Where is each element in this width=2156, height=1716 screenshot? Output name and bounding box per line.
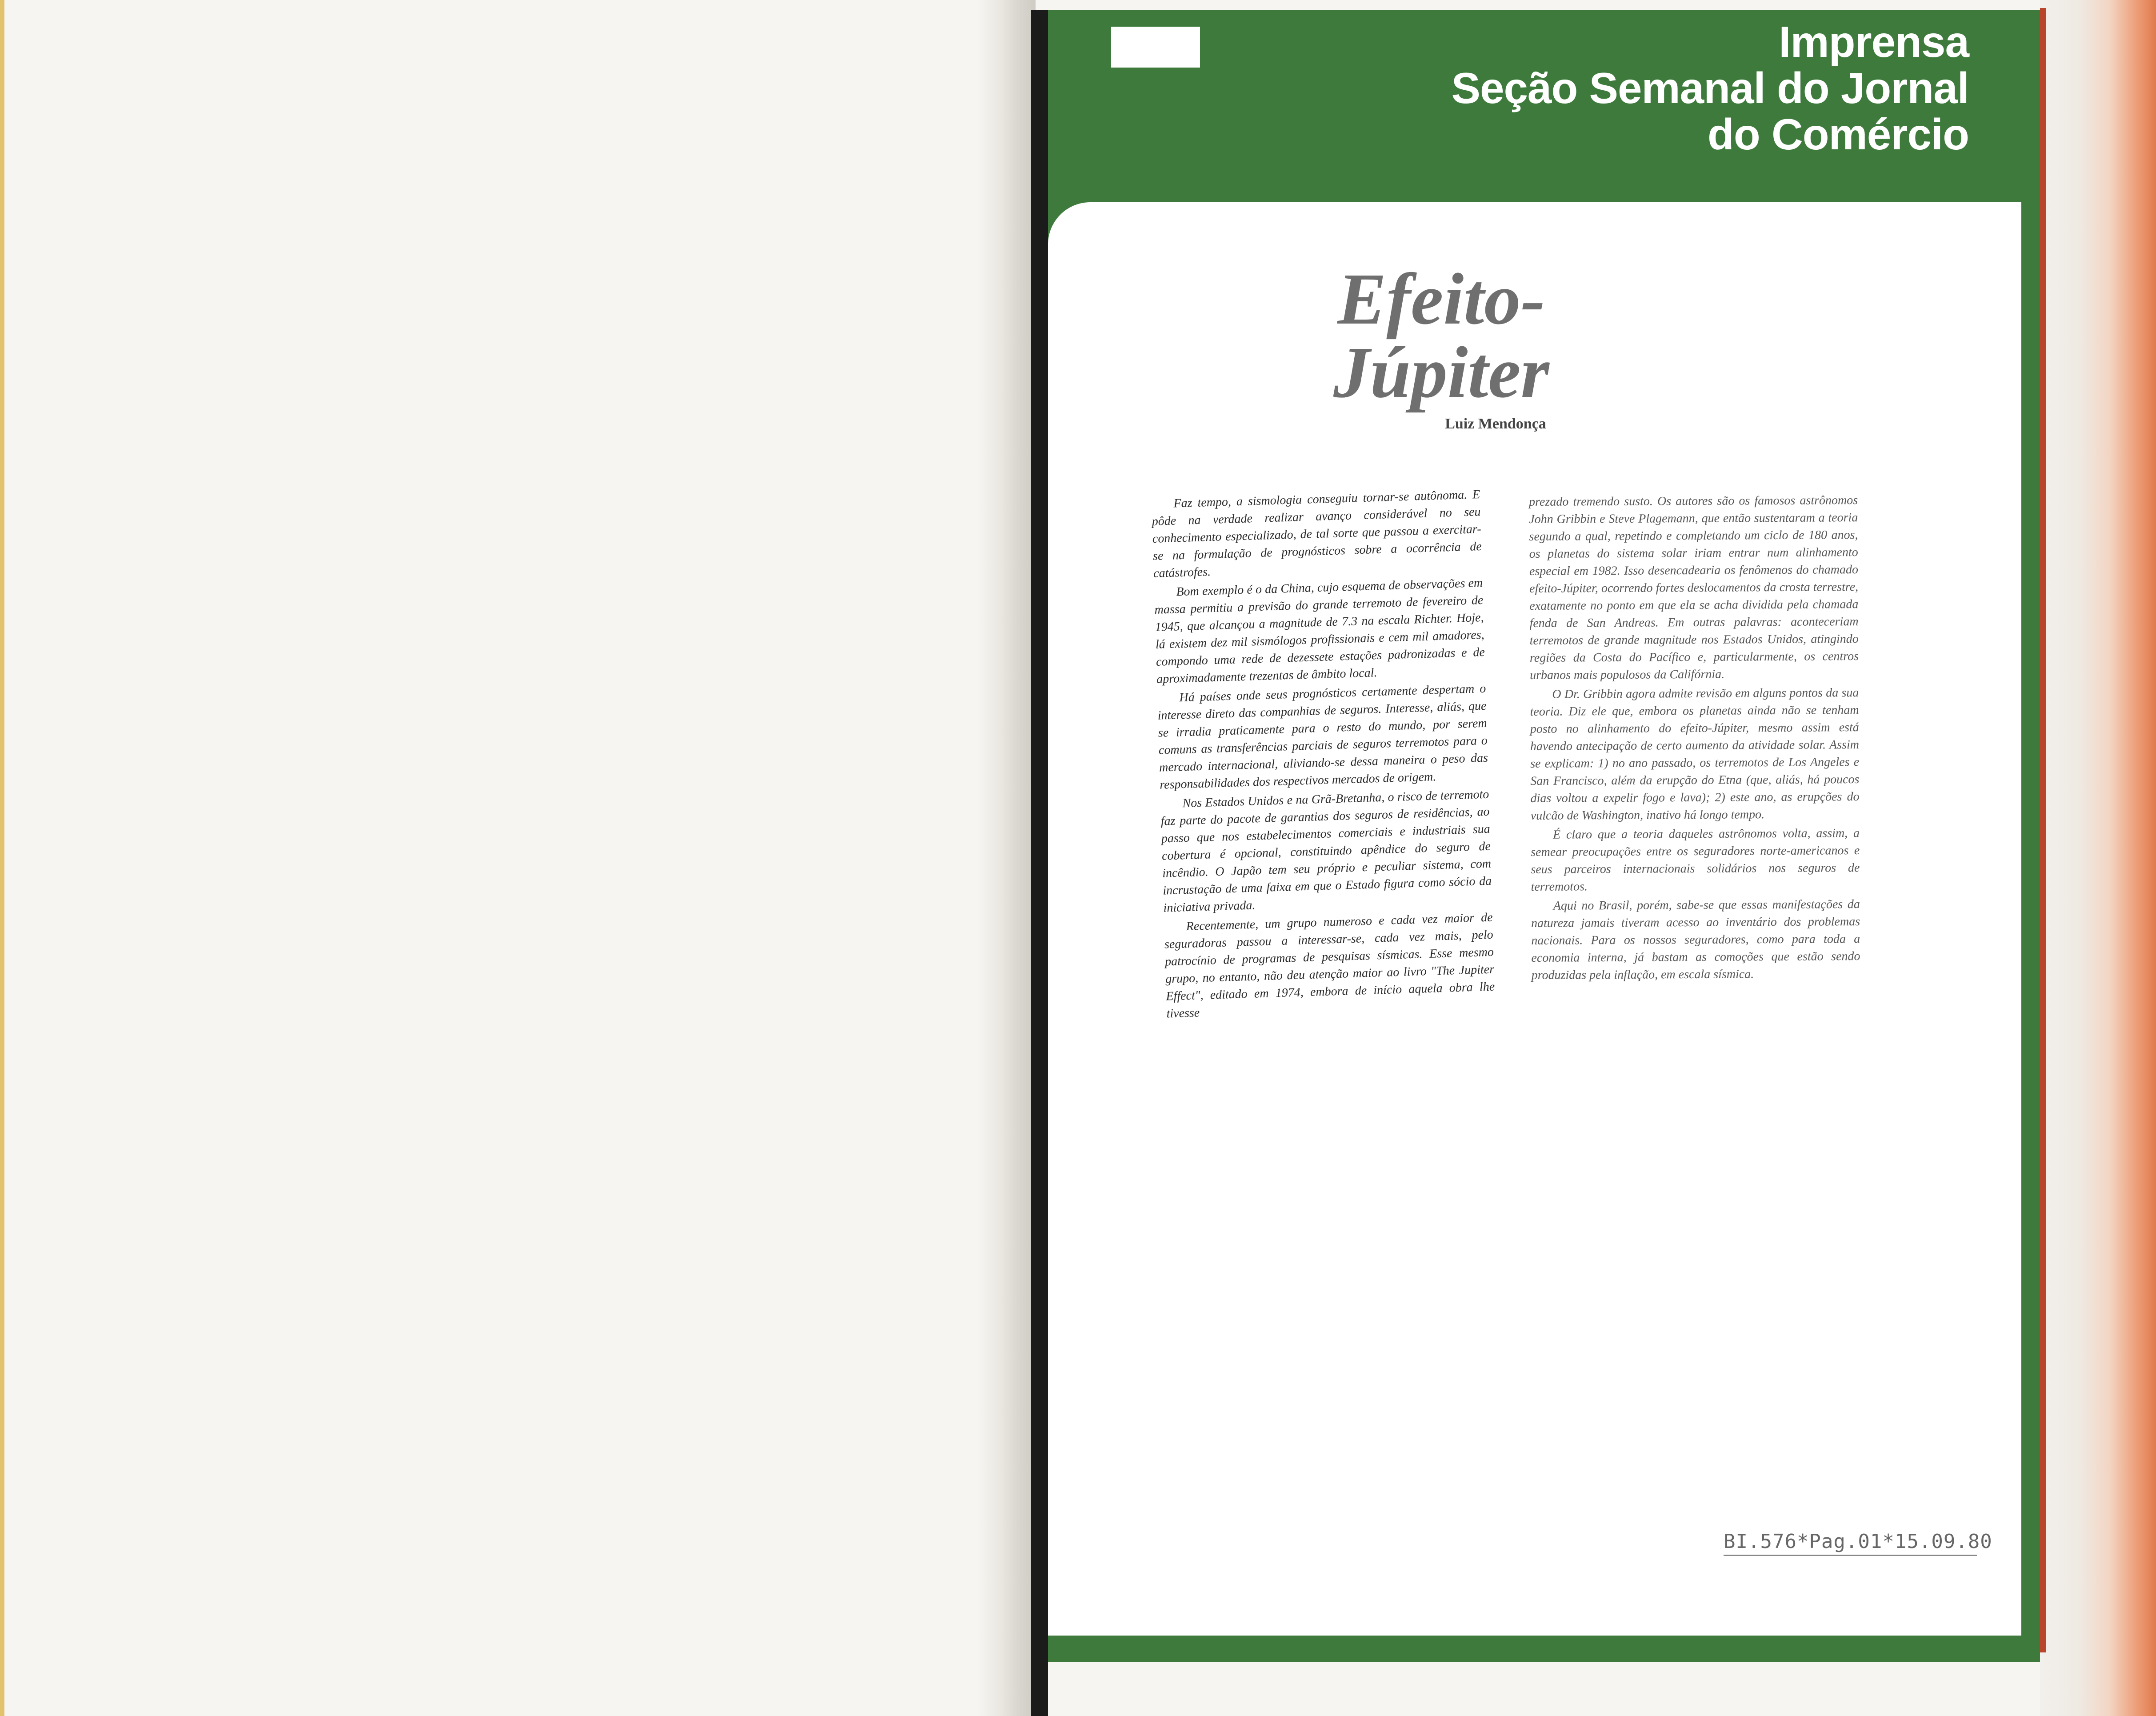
paragraph: Há países onde seus prognósticos certamente despertam o interesse direto das companhias de seguros. Interesse, aliás, que se irradia praticamente para o resto do mundo, por serem comuns as transferências parciais de seguros terremotos para o mercado internacional, aliviando-se dessa maneira o peso das responsabilidades dos respectivos mercados de origem. <box>1157 681 1488 792</box>
paragraph: Faz tempo, a sismologia conseguiu tornar-se autônoma. E pôde na verdade realizar avanço considerável no seu conhecimento especializado, de tal sorte que passou a exercitar-se na formulação de prognósticos sobre a ocorrência de catástrofes. <box>1152 488 1482 580</box>
paragraph: Aqui no Brasil, porém, sabe-se que essas manifestações da natureza jamais tiveram acesso ao inventário dos problemas nacionais. Para os nossos seguradores, como para toda a economia interna, já bastam as comoções que estão sendo produzidas pela inflação, em escala sísmica. <box>1531 897 1860 982</box>
paragraph: É claro que a teoria daqueles astrônomos volta, assim, a semear preocupações entre os seguradores norte-americanos e seus parceiros internacionais solidários nos seguros de terremotos. <box>1531 826 1860 894</box>
left-page-edge <box>0 0 4 1716</box>
page-reference-code: BI.576*Pag.01*15.09.80 <box>1724 1530 1977 1556</box>
article-author: Luiz Mendonça <box>1445 416 1546 432</box>
orange-cover-edge <box>2040 0 2156 1716</box>
header-line-3: do Comércio <box>1708 110 1969 159</box>
title-line-2: Júpiter <box>1333 332 1549 413</box>
page-dark-edge <box>1031 10 1048 1716</box>
paragraph: Nos Estados Unidos e na Grã-Bretanha, o risco de terremoto faz parte do pacote de garantias dos seguros de residências, ao passo que nos estabelecimentos comerciais e industriais sua cobertura é opcional, constituindo apêndice do seguro de incêndio. O Japão tem seu próprio e peculiar sistema, com incrustação de uma faixa em que o Estado figura como sócio da iniciativa privada. <box>1160 787 1492 915</box>
header-line-2: Seção Semanal do Jornal <box>1451 64 1969 112</box>
paragraph: Recentemente, um grupo numeroso e cada vez maior de seguradoras passou a interessar-se, cada vez mais, pelo patrocínio de programas de pesquisas sísmicas. Esse mesmo grupo, no entanto, não deu atenção maior ao livro "The Jupiter Effect", editado em 1974, embora de início aquela obra lhe tivesse <box>1164 910 1495 1021</box>
paragraph: prezado tremendo susto. Os autores são os famosos astrônomos John Gribbin e Steve Plagemann, que então sustentaram a teoria segundo a qual, repetindo e completando um ciclo de 180 anos, os planetas do sistema solar iriam entrar num alinhamento especial em 1982. Isso desencadearia os fenômenos do chamado efeito-Júpiter, ocorrendo fortes deslocamentos da crosta terrestre, exatamente no ponto em que ela se acha dividida pela chamada fenda de San Andreas. Em outras palavras: aconteceriam terremotos de grande magnitude nos Estados Unidos, atingindo regiões da Costa do Pacífico e, particularmente, os centros urbanos mais populosos da Califórnia. <box>1529 493 1859 682</box>
book-spine-shadow <box>978 0 1036 1716</box>
section-header <box>1452 19 1969 157</box>
title-line-1: Efeito- <box>1337 258 1545 340</box>
paragraph: O Dr. Gribbin agora admite revisão em alguns pontos da sua teoria. Diz ele que, embora os planetas ainda não se tenham posto no alinhamento do efeito-Júpiter, mesmo assim está havendo antecipação de certo aumento da atividade solar. Assim se explicam: 1) no ano passado, os terremotos de Los Angeles e San Francisco, além da erupção do Etna (que, aliás, há poucos dias voltou a expelir fogo e lava); 2) este ano, as erupções do vulcão de Washington, inativo há longo tempo. <box>1530 686 1860 823</box>
article-title <box>1333 258 1549 413</box>
red-border-strip <box>2040 8 2046 1652</box>
paragraph: Bom exemplo é o da China, cujo esquema de observações em massa permitiu a previsão do grande terremoto de fevereiro de 1945, que alcançou a magnitude de 7.3 na escala Richter. Hoje, lá existem dez mil sismólogos profissionais e cem mil amadores, compondo uma rede de dezessete estações padronizadas e de aproximadamente trezentas de âmbito local. <box>1154 576 1485 686</box>
article-column-left <box>1151 486 1496 1022</box>
header-line-1: Imprensa <box>1779 17 1969 66</box>
white-label-block <box>1111 27 1200 68</box>
article-column-right <box>1529 492 1860 984</box>
